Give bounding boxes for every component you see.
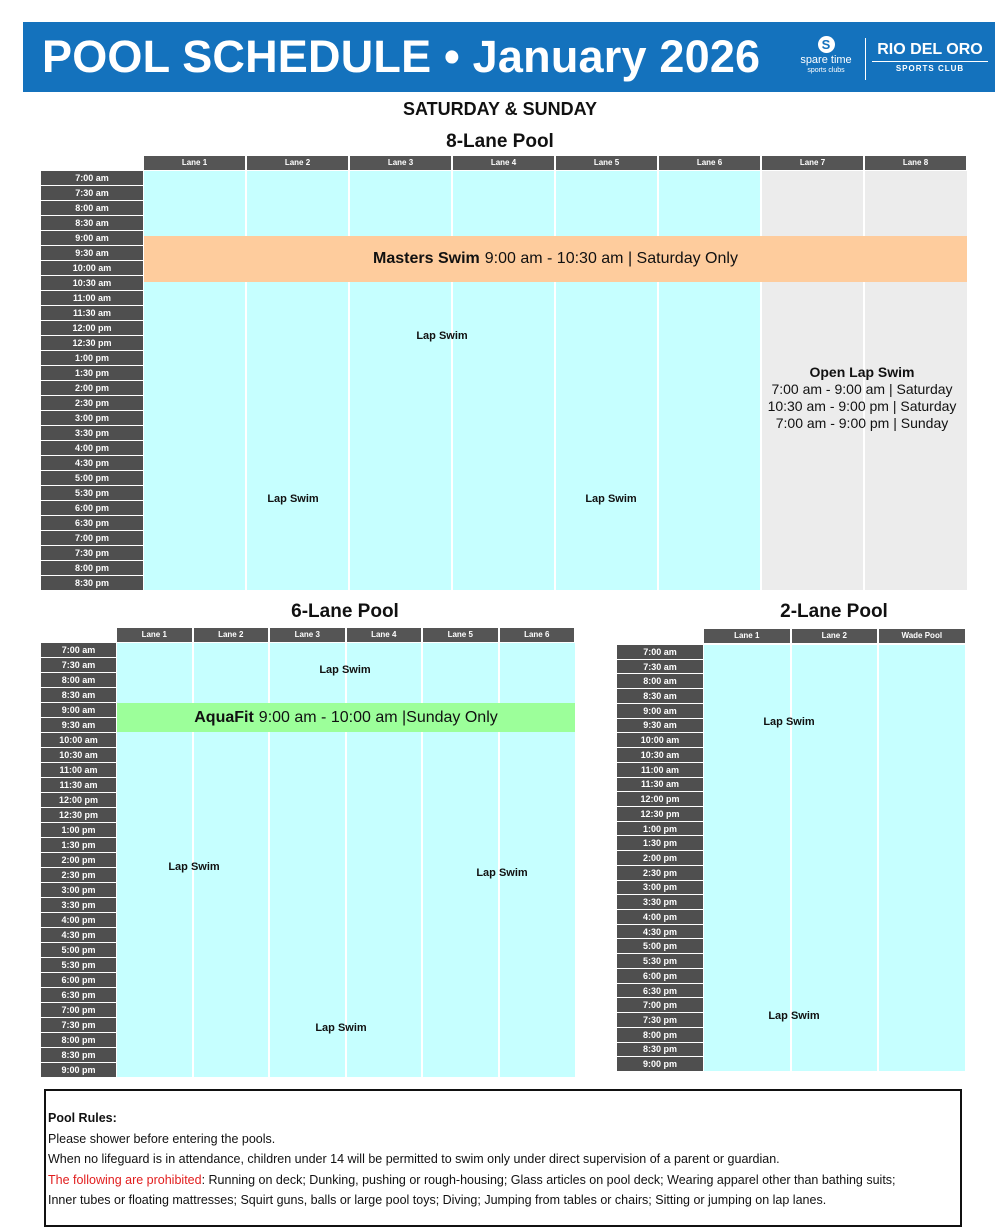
pool-rules-box — [44, 1089, 962, 1227]
time-slot: 11:30 am — [41, 306, 143, 321]
time-slot: 1:30 pm — [617, 836, 703, 851]
time-slot: 8:00 am — [41, 673, 116, 688]
time-slot: 4:30 pm — [41, 928, 116, 943]
open-lap-line: 7:00 am - 9:00 pm | Sunday — [775, 415, 949, 431]
time-slot: 5:00 pm — [41, 471, 143, 486]
masters-swim-band — [144, 236, 967, 282]
time-slot: 11:00 am — [41, 291, 143, 306]
time-slot: 5:00 pm — [41, 943, 116, 958]
lane-header: Lane 1 — [144, 156, 245, 170]
rule-line: Inner tubes or floating mattresses; Squirt guns, balls or large pool toys; Diving; Jumping from tables or chairs; Sitting or jumping on lap lanes. — [48, 1193, 827, 1208]
lane-header: Lane 6 — [500, 628, 575, 642]
time-slot: 7:30 am — [41, 186, 143, 201]
lane-header: Lane 3 — [350, 156, 451, 170]
time-slot: 5:30 pm — [617, 954, 703, 969]
time-slot: 2:00 pm — [617, 851, 703, 866]
time-slot: 1:00 pm — [41, 351, 143, 366]
time-slot: 8:00 pm — [41, 1033, 116, 1048]
time-slot: 11:00 am — [41, 763, 116, 778]
aquafit-name: AquaFit — [194, 708, 254, 726]
time-slot: 8:30 am — [617, 689, 703, 704]
rule-line: When no lifeguard is in attendance, children under 14 will be permitted to swim only under direct supervision of a parent or guardian. — [48, 1152, 780, 1167]
lane-header: Lane 2 — [194, 628, 269, 642]
time-slot: 1:00 pm — [41, 823, 116, 838]
lane-header: Lane 6 — [659, 156, 760, 170]
lane-header: Lane 2 — [247, 156, 348, 170]
lane-header: Lane 2 — [792, 629, 878, 643]
days-heading: SATURDAY & SUNDAY — [402, 99, 598, 119]
time-slot: 3:00 pm — [617, 881, 703, 896]
time-slot: 9:30 am — [41, 718, 116, 733]
rule-line: Please shower before entering the pools. — [48, 1131, 276, 1146]
time-slot: 2:30 pm — [41, 868, 116, 883]
time-slot: 9:30 am — [41, 246, 143, 261]
time-slot: 10:30 am — [41, 748, 116, 763]
time-slot: 7:30 am — [617, 660, 703, 675]
lane-header: Lane 5 — [423, 628, 498, 642]
time-slot: 8:30 pm — [617, 1043, 703, 1058]
time-slot: 8:30 am — [41, 688, 116, 703]
aquafit-detail: 9:00 am - 10:00 am |Sunday Only — [258, 708, 498, 726]
time-slot: 9:00 am — [41, 703, 116, 718]
time-slot: 5:00 pm — [617, 939, 703, 954]
time-slot: 6:00 pm — [41, 973, 116, 988]
lane-header: Lane 5 — [556, 156, 657, 170]
pool8-lap-swim-label: Lap Swim — [267, 493, 319, 505]
time-slot: 5:30 pm — [41, 486, 143, 501]
pool6-lap-swim-label: Lap Swim — [315, 1022, 367, 1034]
time-slot: 12:30 pm — [617, 807, 703, 822]
pool2-lap-swim-area — [704, 645, 965, 1071]
time-slot: 5:30 pm — [41, 958, 116, 973]
time-slot: 8:30 pm — [41, 576, 143, 591]
pool2-title: 2-Lane Pool — [780, 601, 888, 622]
time-slot: 7:30 pm — [41, 546, 143, 561]
pool6-lap-swim-label: Lap Swim — [319, 664, 371, 676]
time-slot: 7:00 pm — [41, 531, 143, 546]
time-slot: 7:00 am — [41, 171, 143, 186]
time-slot: 3:30 pm — [41, 898, 116, 913]
time-slot: 12:00 pm — [41, 321, 143, 336]
time-slot: 6:00 pm — [41, 501, 143, 516]
lane-header: Lane 8 — [865, 156, 966, 170]
pool2-lap-swim-label: Lap Swim — [763, 716, 815, 728]
lane-header: Lane 4 — [347, 628, 422, 642]
time-slot: 12:00 pm — [41, 793, 116, 808]
time-slot: 8:30 pm — [41, 1048, 116, 1063]
time-slot: 12:30 pm — [41, 336, 143, 351]
time-slot: 1:30 pm — [41, 838, 116, 853]
time-slot: 11:00 am — [617, 763, 703, 778]
lane-header: Lane 3 — [270, 628, 345, 642]
time-slot: 10:30 am — [617, 748, 703, 763]
time-slot: 7:00 pm — [617, 998, 703, 1013]
time-slot: 10:30 am — [41, 276, 143, 291]
time-slot: 8:30 am — [41, 216, 143, 231]
lane-divider — [877, 645, 879, 1071]
time-slot: 4:00 pm — [41, 913, 116, 928]
open-lap-title: Open Lap Swim — [809, 364, 915, 380]
spare-time-logo-icon: S — [818, 36, 835, 53]
time-slot: 2:00 pm — [41, 381, 143, 396]
time-slot: 8:00 am — [41, 201, 143, 216]
time-slot: 6:30 pm — [41, 516, 143, 531]
time-slot: 2:00 pm — [41, 853, 116, 868]
rio-del-oro-logo-rule — [872, 61, 988, 62]
lane-header: Wade Pool — [879, 629, 965, 643]
time-slot: 2:30 pm — [617, 866, 703, 881]
time-slot: 9:00 am — [41, 231, 143, 246]
time-slot: 10:00 am — [617, 733, 703, 748]
time-slot: 10:00 am — [41, 733, 116, 748]
time-slot: 12:30 pm — [41, 808, 116, 823]
masters-swim-name: Masters Swim — [373, 250, 480, 267]
lane-divider — [554, 171, 556, 590]
rio-del-oro-logo-name: RIO DEL ORO — [877, 41, 983, 58]
time-slot: 3:30 pm — [41, 426, 143, 441]
pool6-lap-swim-label: Lap Swim — [476, 867, 528, 879]
time-slot: 6:00 pm — [617, 969, 703, 984]
masters-swim-detail: 9:00 am - 10:30 am | Saturday Only — [484, 250, 738, 267]
open-lap-line: 10:30 am - 9:00 pm | Saturday — [767, 398, 957, 414]
time-slot: 4:30 pm — [41, 456, 143, 471]
time-slot: 11:30 am — [617, 778, 703, 793]
time-slot: 9:00 pm — [41, 1063, 116, 1078]
pool8-title: 8-Lane Pool — [446, 131, 554, 152]
lane-divider — [657, 171, 659, 590]
prohibited-label: The following are prohibited — [48, 1172, 202, 1187]
time-slot: 7:30 pm — [41, 1018, 116, 1033]
open-lap-line: 7:00 am - 9:00 am | Saturday — [771, 381, 953, 397]
time-slot: 7:00 pm — [41, 1003, 116, 1018]
time-slot: 8:00 pm — [617, 1028, 703, 1043]
time-slot: 9:00 am — [617, 704, 703, 719]
lane-divider — [790, 645, 792, 1071]
time-slot: 1:00 pm — [617, 822, 703, 837]
time-slot: 6:30 pm — [617, 984, 703, 999]
time-slot: 3:30 pm — [617, 895, 703, 910]
time-slot: 3:00 pm — [41, 883, 116, 898]
time-slot: 6:30 pm — [41, 988, 116, 1003]
lane-header: Lane 1 — [704, 629, 790, 643]
rule-line — [48, 1170, 960, 1191]
lane-divider — [245, 171, 247, 590]
open-lap-swim-info — [752, 364, 972, 432]
pool8-lap-swim-label: Lap Swim — [585, 493, 637, 505]
time-slot: 11:30 am — [41, 778, 116, 793]
time-slot: 7:30 am — [41, 658, 116, 673]
time-slot: 7:00 am — [41, 643, 116, 658]
time-slot: 4:30 pm — [617, 925, 703, 940]
aquafit-band — [117, 703, 575, 732]
page-title: POOL SCHEDULE • January 2026 — [42, 31, 761, 82]
pool6-lap-swim-label: Lap Swim — [168, 861, 220, 873]
lane-header: Lane 4 — [453, 156, 554, 170]
prohibited-list: : Running on deck; Dunking, pushing or rough-housing; Glass articles on pool deck; Wearing apparel other than bathing suits; — [201, 1172, 896, 1187]
time-slot: 8:00 am — [617, 674, 703, 689]
time-slot: 2:30 pm — [41, 396, 143, 411]
lane-header: Lane 1 — [117, 628, 192, 642]
time-slot: 3:00 pm — [41, 411, 143, 426]
time-slot: 7:00 am — [617, 645, 703, 660]
time-slot: 9:30 am — [617, 719, 703, 734]
spare-time-name: spare time — [800, 54, 852, 66]
time-slot: 4:00 pm — [617, 910, 703, 925]
logo-divider — [865, 38, 866, 80]
time-slot: 12:00 pm — [617, 792, 703, 807]
time-slot: 1:30 pm — [41, 366, 143, 381]
time-slot: 4:00 pm — [41, 441, 143, 456]
pool6-title: 6-Lane Pool — [291, 601, 399, 622]
time-slot: 8:00 pm — [41, 561, 143, 576]
time-slot: 9:00 pm — [617, 1057, 703, 1072]
time-slot: 7:30 pm — [617, 1013, 703, 1028]
lane-divider — [451, 171, 453, 590]
rules-title: Pool Rules: — [48, 1111, 117, 1125]
pool2-lap-swim-label: Lap Swim — [768, 1010, 820, 1022]
time-slot: 10:00 am — [41, 261, 143, 276]
lane-divider — [348, 171, 350, 590]
spare-time-subtitle: sports clubs — [807, 67, 845, 74]
spare-time-logo — [795, 36, 857, 75]
pool8-lap-swim-label: Lap Swim — [416, 330, 468, 342]
lane-header: Lane 7 — [762, 156, 863, 170]
rio-del-oro-logo-subtitle: SPORTS CLUB — [895, 64, 965, 73]
